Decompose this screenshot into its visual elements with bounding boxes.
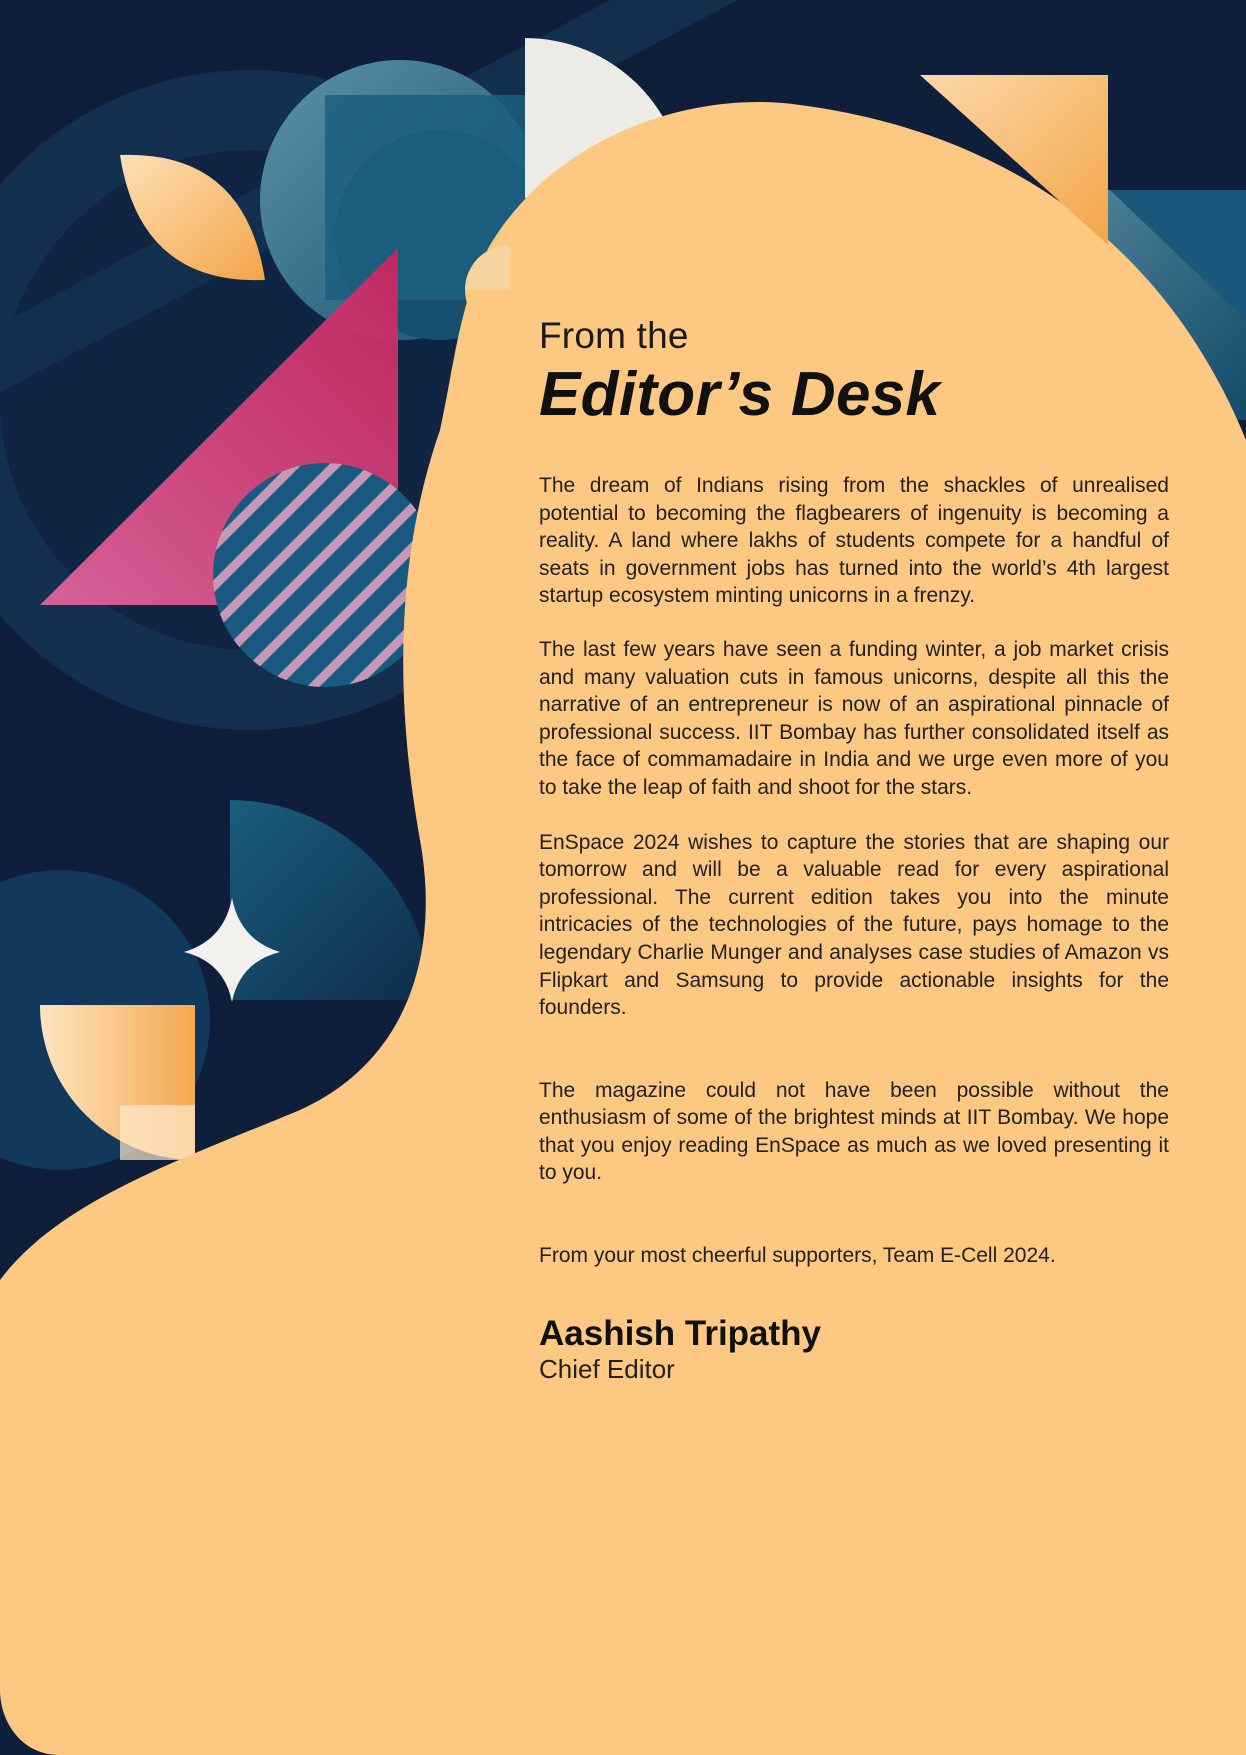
page-title: Editor’s Desk: [539, 360, 941, 429]
signature-name: Aashish Tripathy: [539, 1313, 822, 1353]
paragraph-4: The magazine could not have been possible without the enthusiasm of some of the brightest minds at IIT Bombay. We hope that you enjoy reading EnSpace as much as we loved presenting it to you.: [539, 1078, 1169, 1185]
paragraph-2: The last few years have seen a funding winter, a job market crisis and many valuation cuts in famous unicorns, despite all this the narrative of an entrepreneur is now of an aspirational pinnacle of professional success. IIT Bombay has further consolidated itself as the face of commamadaire in India and we urge even more of you to take the leap of faith and shoot for the stars.: [539, 637, 1169, 799]
closing-line: From your most cheerful supporters, Team E-Cell 2024.: [539, 1244, 1056, 1268]
kicker-text: From the: [539, 315, 689, 356]
paragraph-3: EnSpace 2024 wishes to capture the stories that are shaping our tomorrow and will be a valuable read for every aspirational professional. The current edition takes you into the minute intricacies of the technologies of the future, pays homage to the legendary Charlie Munger and analyses case studies of Amazon vs Flipkart and Samsung to provide actionable insights for the founders.: [539, 830, 1169, 1020]
editorial-content: [539, 314, 1169, 1384]
peach-bowl-highlight: [120, 1105, 195, 1160]
paragraph-1: The dream of Indians rising from the shackles of unrealised potential to becoming the flagbearers of ingenuity is becoming a reality. A land where lakhs of students compete for a handful of seats in government jobs has turned into the world’s 4th largest startup ecosystem minting unicorns in a frenzy.: [539, 474, 1169, 608]
signature-role: Chief Editor: [539, 1353, 675, 1384]
